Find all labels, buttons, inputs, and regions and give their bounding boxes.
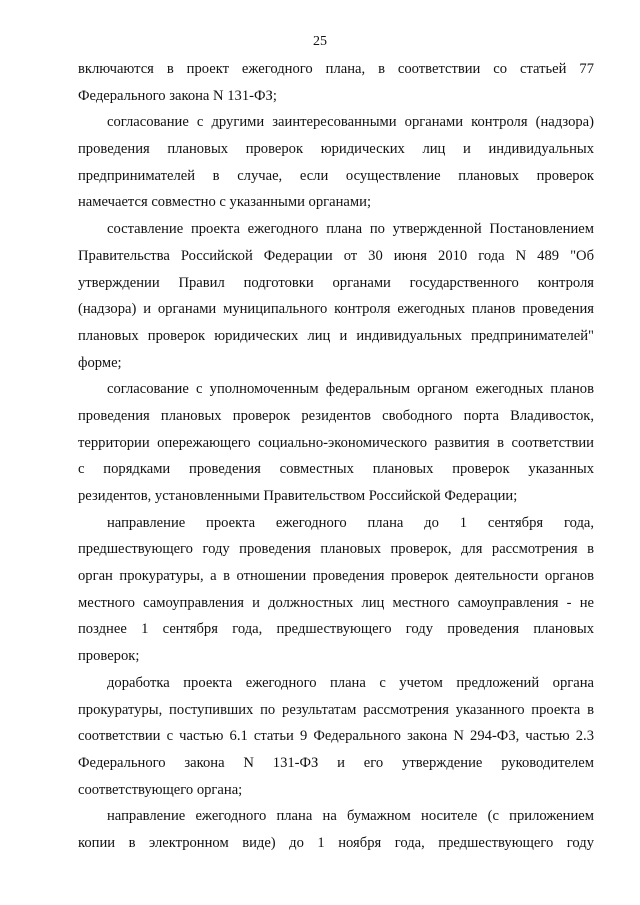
document-body	[78, 56, 594, 857]
text-line: орган прокуратуры, а в отношении проведения проверок деятельности органов	[78, 568, 594, 585]
text-line: резидентов, установленными Правительством Российской Федерации;	[78, 488, 518, 504]
paragraph	[78, 803, 594, 856]
paragraph	[78, 670, 594, 803]
text-line: проверок;	[78, 648, 140, 665]
text-line: с порядками проведения совместных плановых проверок указанных	[78, 461, 594, 478]
text-line: прокуратуры, поступивших по результатам рассмотрения указанного проекта в	[78, 701, 594, 718]
text-line: Федерального закона N 131-ФЗ;	[78, 87, 277, 104]
text-line: согласование с уполномоченным федеральным органом ежегодных планов	[107, 381, 594, 398]
paragraph	[78, 510, 594, 670]
text-line: включаются в проект ежегодного плана, в соответствии со статьей 77	[78, 61, 594, 77]
text-line: предшествующего году проведения плановых проверок, для рассмотрения в	[78, 541, 594, 558]
text-line: территории опережающего социально-экономического развития в соответствии	[78, 434, 594, 451]
paragraph	[78, 56, 594, 109]
text-line: Федерального закона N 131-ФЗ и его утверждение руководителем	[78, 754, 594, 771]
text-line: намечается совместно с указанными органами;	[78, 194, 372, 211]
text-line: плановых проверок юридических лиц и индивидуальных предпринимателей"	[78, 327, 594, 344]
text-line: проведения плановых проверок резидентов свободного порта Владивосток,	[78, 407, 594, 424]
text-line: Правительства Российской Федерации от 30 июня 2010 года N 489 "Об	[78, 247, 594, 264]
text-line: направление ежегодного плана на бумажном носителе (с приложением	[107, 808, 594, 825]
paragraph	[78, 216, 594, 376]
text-line: местного самоуправления и должностных лиц местного самоуправления - не	[78, 594, 594, 611]
text-line: соответствующего органа;	[78, 781, 243, 798]
text-line: доработка проекта ежегодного плана с учетом предложений органа	[107, 674, 594, 691]
text-line: составление проекта ежегодного плана по утвержденной Постановлением	[107, 221, 594, 238]
text-line: проведения плановых проверок юридических лиц и индивидуальных	[78, 141, 594, 158]
text-line: соответствии с частью 6.1 статьи 9 Федерального закона N 294-ФЗ, частью 2.3	[78, 728, 594, 745]
text-line: (надзора) и органами муниципального контроля ежегодных планов проведения	[78, 301, 594, 318]
paragraph	[78, 376, 594, 509]
text-line: согласование с другими заинтересованными органами контроля (надзора)	[107, 114, 594, 131]
page-number: 25	[313, 34, 327, 49]
text-line: копии в электронном виде) до 1 ноября года, предшествующего году	[78, 834, 594, 851]
paragraph	[78, 109, 594, 216]
text-line: предпринимателей в случае, если осуществление плановых проверок	[78, 167, 594, 184]
text-line: утверждении Правил подготовки органами государственного контроля	[78, 274, 594, 291]
text-line: направление проекта ежегодного плана до 1 сентября года,	[107, 514, 594, 531]
text-line: форме;	[78, 354, 122, 371]
text-line: позднее 1 сентября года, предшествующего году проведения плановых	[78, 621, 594, 638]
